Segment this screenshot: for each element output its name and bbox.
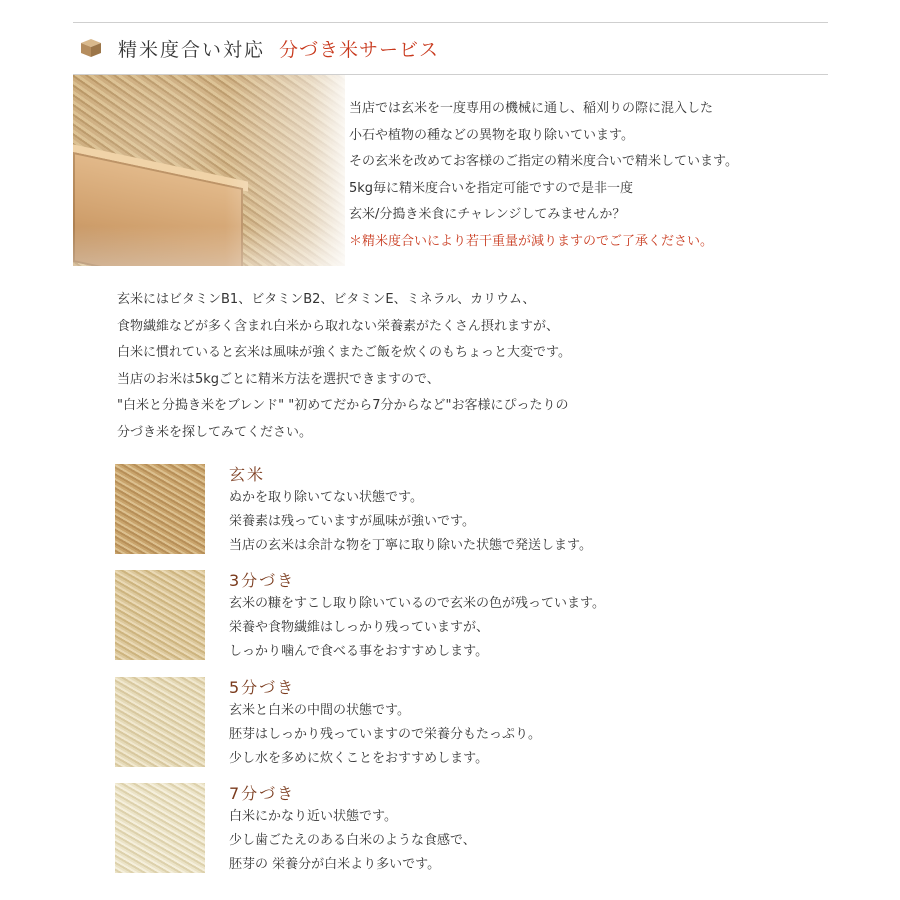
top-divider xyxy=(73,22,828,23)
description-line: 当店の玄米は余計な物を丁寧に取り除いた状態で発送します。 xyxy=(229,538,592,553)
genmai-rice-image xyxy=(115,464,205,554)
intro-note: ＊精米度合いにより若干重量が減りますのでご了承ください。 xyxy=(349,233,714,249)
rice-type-3bu xyxy=(115,570,815,665)
intro-line: 5kg毎に精米度合いを指定可能ですので是非一度 xyxy=(349,180,634,196)
description-line: 少し歯ごたえのある白米のような食感で、 xyxy=(229,833,476,848)
rice-type-description xyxy=(229,486,592,558)
body-line: 白米に慣れていると玄米は風味が強くまたご飯を炊くのもちょっと大変です。 xyxy=(117,345,571,360)
description-line: 胚芽はしっかり残っていますので栄養分もたっぷり。 xyxy=(229,727,542,742)
rice-type-title: 3分づき xyxy=(229,571,296,590)
7bu-rice-image xyxy=(115,783,205,873)
body-text xyxy=(117,287,817,446)
description-line: 栄養や食物繊維はしっかり残っていますが、 xyxy=(229,620,490,635)
body-line: 分づき米を探してみてください。 xyxy=(117,424,313,440)
description-line: 玄米の糠をすこし取り除いているので玄米の色が残っています。 xyxy=(229,596,605,611)
body-line: 玄米にはビタミンB1、ビタミンB2、ビタミンE、ミネラル、カリウム、 xyxy=(117,292,536,307)
intro-line: 当店では玄米を一度専用の機械に通し、稲刈りの際に混入した xyxy=(349,101,714,116)
intro-line: その玄米を改めてお客様のご指定の精米度合いで精米しています。 xyxy=(349,154,738,169)
rice-type-description xyxy=(229,805,476,877)
rice-box-icon xyxy=(80,37,102,59)
description-line: 白米にかなり近い状態です。 xyxy=(229,809,397,824)
description-line: しっかり噛んで食べる事をおすすめします。 xyxy=(229,644,489,659)
body-line: 当店のお米は5kgごとに精米方法を選択できますので、 xyxy=(117,371,440,387)
description-line: 少し水を多めに炊くことをおすすめします。 xyxy=(229,751,489,766)
rice-type-genmai xyxy=(115,464,815,559)
heading-title: 精米度合い対応 xyxy=(118,38,266,61)
description-line: 玄米と白米の中間の状態です。 xyxy=(229,703,410,718)
heading-accent-title: 分づき米サービス xyxy=(279,38,440,61)
intro-line: 小石や植物の種などの異物を取り除いています。 xyxy=(349,127,634,143)
rice-type-5bu xyxy=(115,677,815,772)
rice-type-title: 7分づき xyxy=(229,784,296,803)
section-heading xyxy=(80,33,439,63)
rice-type-description xyxy=(229,699,541,771)
intro-text xyxy=(349,96,819,255)
body-line: "白米と分搗き米をブレンド" "初めてだから7分からなど"お客様にぴったりの xyxy=(117,398,569,413)
description-line: ぬかを取り除いてない状態です。 xyxy=(229,490,423,505)
intro-line: 玄米/分搗き米食にチャレンジしてみませんか？ xyxy=(349,207,626,222)
hero-fade-bottom xyxy=(73,226,345,266)
description-line: 胚芽の 栄養分が白米より多いです。 xyxy=(229,857,441,872)
rice-type-title: 5分づき xyxy=(229,678,296,697)
rice-type-description xyxy=(229,592,605,664)
hero-rice-image xyxy=(73,75,345,266)
description-line: 栄養素は残っていますが風味が強いです。 xyxy=(229,514,475,529)
3bu-rice-image xyxy=(115,570,205,660)
rice-type-title: 玄米 xyxy=(229,465,266,484)
5bu-rice-image xyxy=(115,677,205,767)
rice-type-7bu xyxy=(115,783,815,878)
body-line: 食物繊維などが多く含まれ白米から取れない栄養素がたくさん摂れますが、 xyxy=(117,318,560,334)
